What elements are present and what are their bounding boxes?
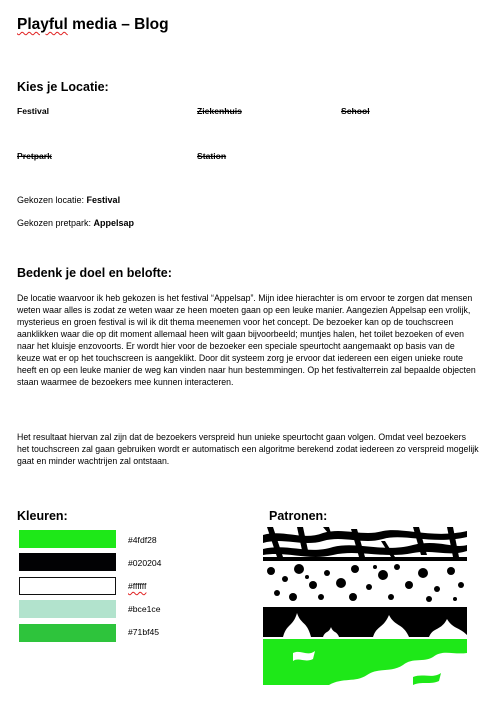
doel-heading: Bedenk je doel en belofte: [17, 266, 172, 280]
gekozen-locatie-value: Festival [86, 195, 121, 205]
dalmatian-spots-pattern [263, 557, 467, 604]
green-splash-pattern [263, 637, 467, 689]
title-rest: media – Blog [67, 16, 169, 33]
color-swatch-black [19, 553, 116, 571]
gekozen-locatie-label: Gekozen locatie: [17, 195, 87, 205]
gekozen-pretpark [17, 218, 134, 228]
black-white-splash-pattern [263, 607, 467, 637]
title-word: Playful [17, 16, 68, 33]
location-option-station[interactable]: Station [197, 151, 227, 161]
color-hex-label: #bce1ce [128, 604, 161, 614]
color-hex-label: #ffffff [128, 581, 147, 591]
location-option-festival[interactable]: Festival [17, 106, 50, 116]
color-swatch-mint [19, 600, 116, 618]
patterns-image [263, 527, 467, 689]
locatie-heading: Kies je Locatie: [17, 80, 109, 94]
color-hex-label: #020204 [128, 558, 162, 568]
page-title [17, 16, 169, 34]
color-hex-label: #71bf45 [128, 627, 160, 637]
location-option-school[interactable]: School [341, 106, 370, 116]
location-option-pretpark[interactable]: Pretpark [17, 151, 52, 161]
color-hex-label: #4fdf28 [128, 535, 157, 545]
patronen-heading: Patronen: [269, 509, 328, 523]
color-swatch-green [19, 530, 116, 548]
kleuren-heading: Kleuren: [17, 509, 68, 523]
gekozen-pretpark-value: Appelsap [93, 218, 135, 228]
gekozen-pretpark-label: Gekozen pretpark: [17, 218, 94, 228]
doel-paragraph-1: De locatie waarvoor ik heb gekozen is het festival “Appelsap”. Mijn idee hierachter is om ervoor te zorgen dat mensen weten waar alles is zodat ze weten waar ze heen moeten gaan op een leuke manier. Aangezien Appelsap een vrolijk, mysterieus en groen festival is wil ik dit thema meenemen voor het concept. De bezoeker kan op de touchscreen aanklikken waar die op dit moment allemaal heen wilt gaan bijvoorbeeld; muntjes halen, het toilet bezoeken of even naar het kluisje enzovoorts. Er wordt hier voor de bezoeker een speciale speurtocht aangemaakt op basis van de keuze wat er op het touchscreen is aangeklikt. Door dit systeem zorg je ervoor dat iedereen een eigen unieke route heeft en op een leuke manier de weg kan vinden naar hun bestemmingen. Op het festivalterrein zal bepaalde objecten staan waarmee de bezoekers mee kunnen interacteren. [17, 293, 476, 387]
gekozen-locatie [17, 195, 120, 205]
color-swatch-white [19, 577, 116, 595]
doel-paragraph-2: Het resultaat hiervan zal zijn dat de bezoekers verspreid hun unieke speurtocht gaan volgen. Omdat veel bezoekers het touchscreen zal gaan gebruiken wordt er automatisch een algoritme berekend zodat iedereen zo verspreid mogelijk gaat en minder wachtrijen zal ontstaan. [17, 432, 479, 466]
zebra-stripes-pattern [263, 527, 467, 557]
color-swatch-leaf-green [19, 624, 116, 642]
location-option-ziekenhuis[interactable]: Ziekenhuis [197, 106, 242, 116]
